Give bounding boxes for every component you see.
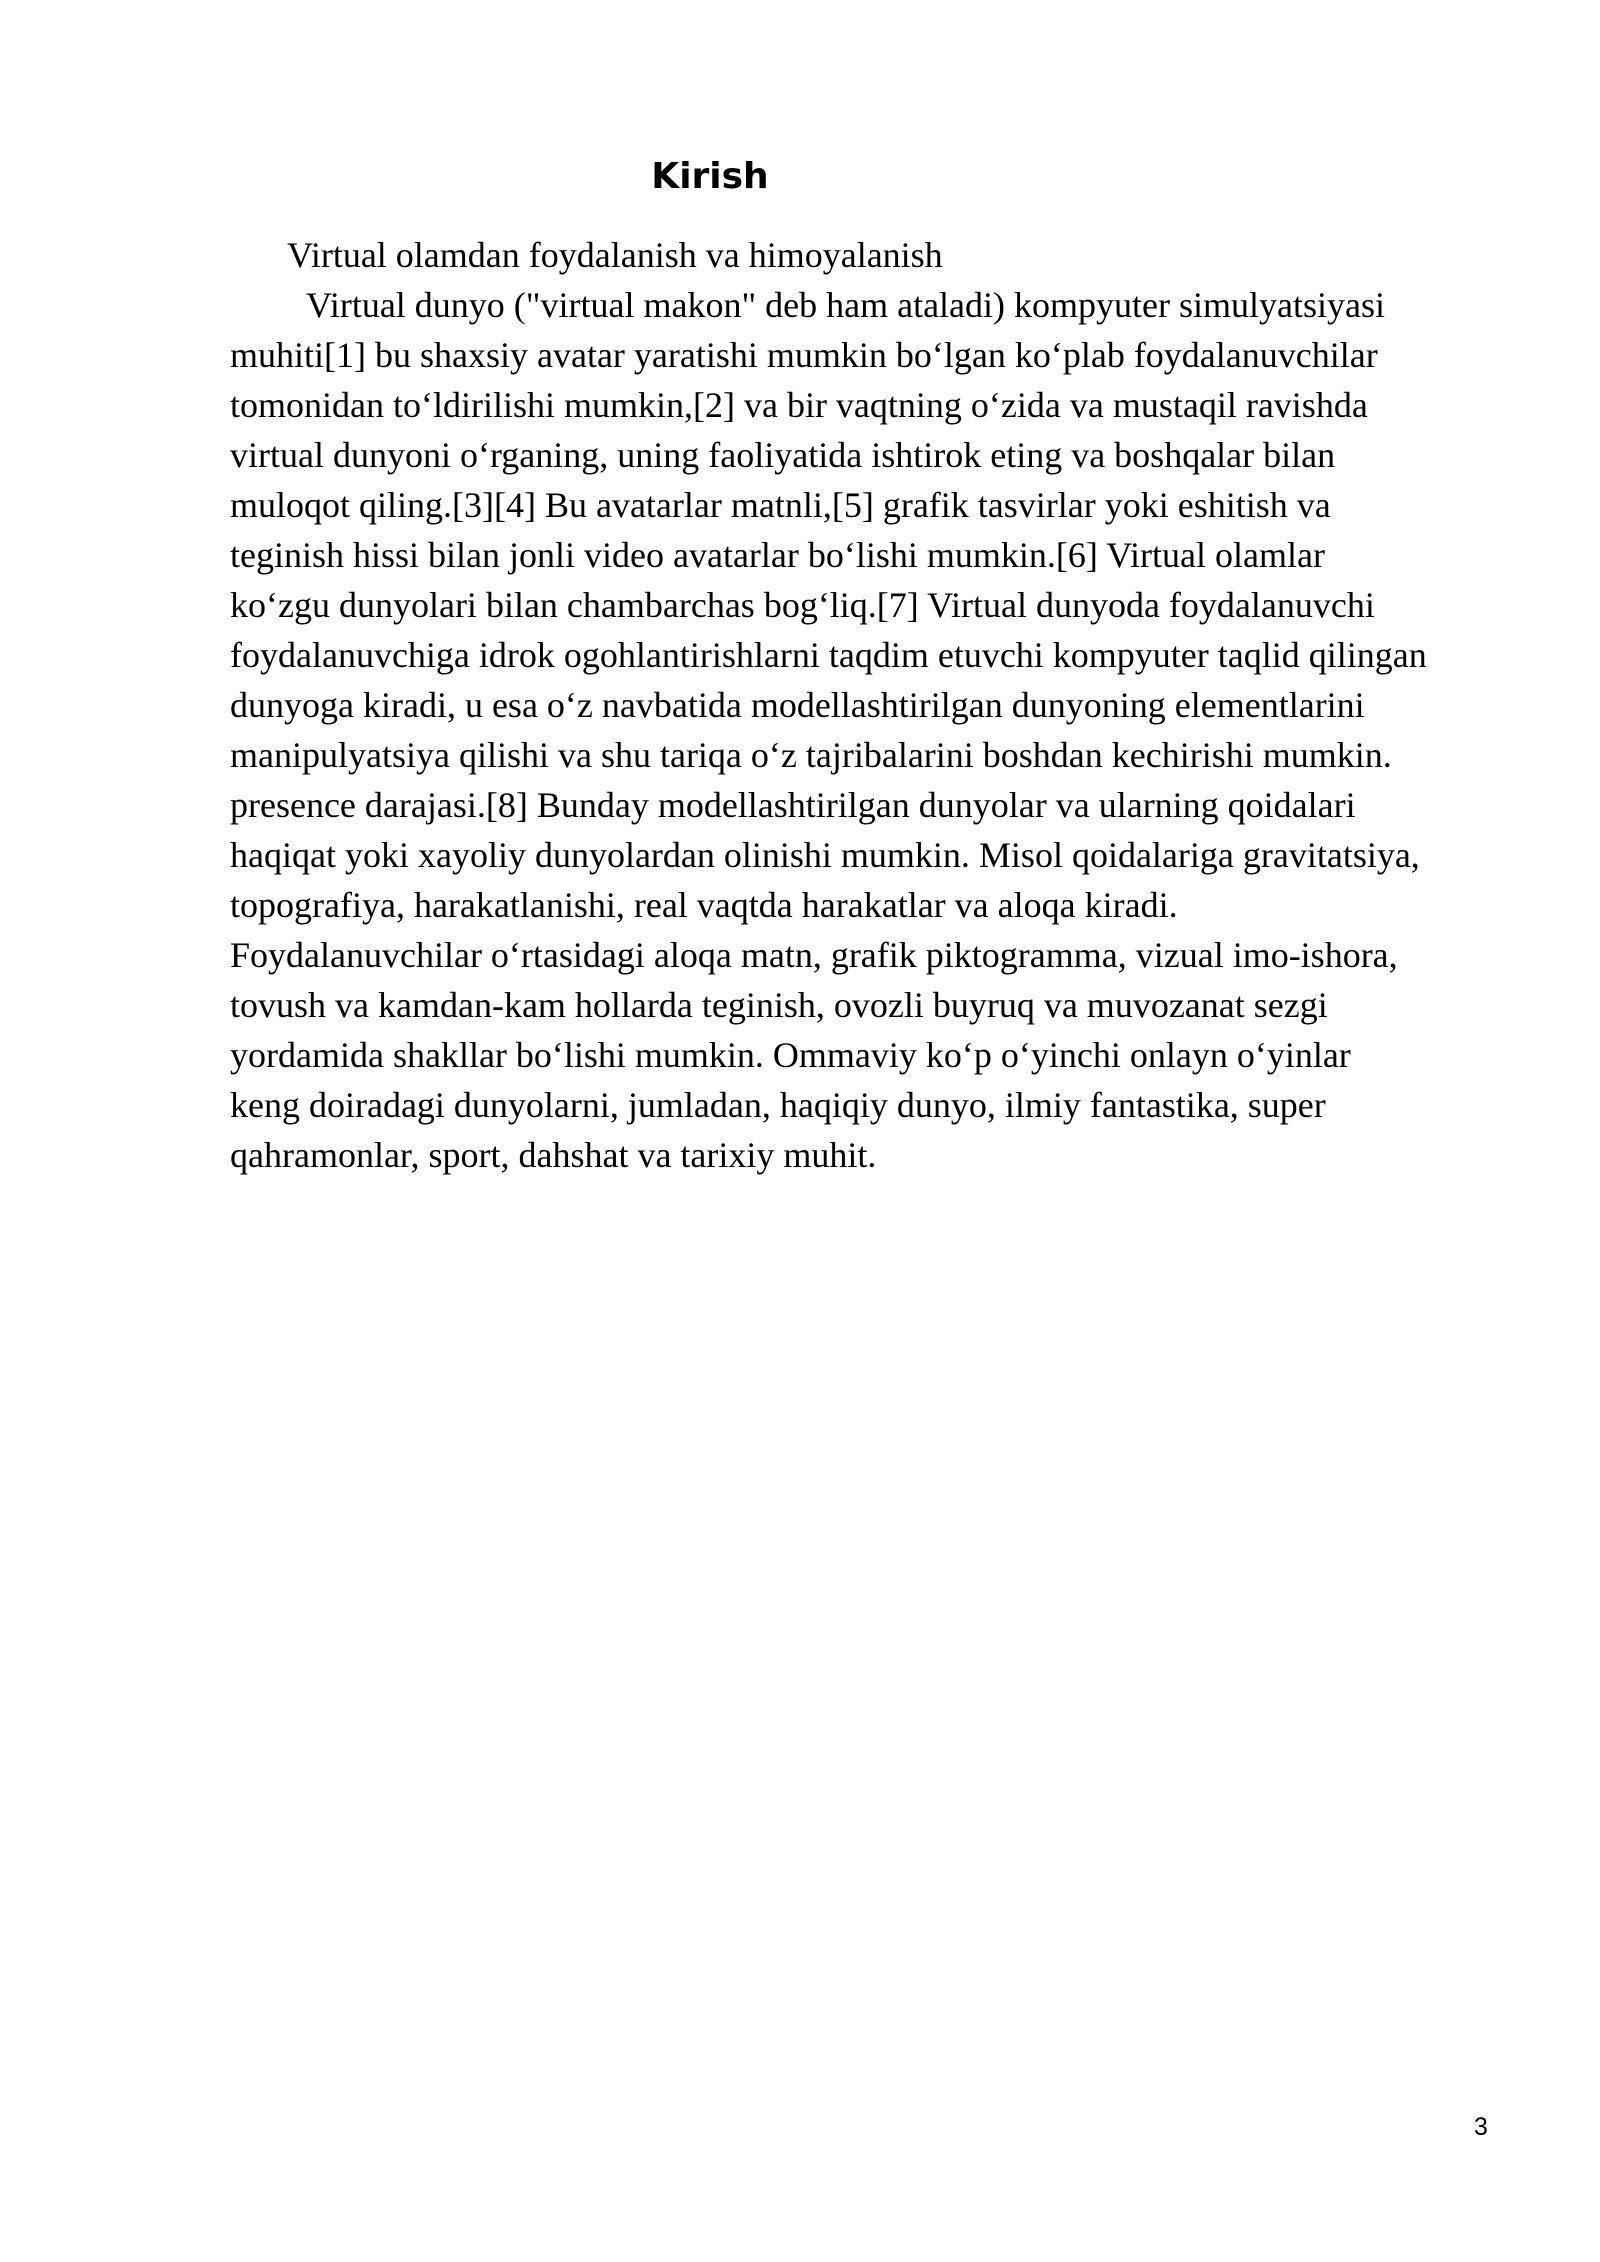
paragraph-line: foydalanuvchiga idrok ogohlantirishlarni taqdim etuvchi kompyuter taqlid qilingan: [230, 635, 1427, 675]
paragraph-line: Foydalanuvchilar oʻrtasidagi aloqa matn, grafik piktogramma, vizual imo-ishora,: [230, 935, 1398, 975]
paragraph-line: muloqot qiling.[3][4] Bu avatarlar matnli,[5] grafik tasvirlar yoki eshitish va: [230, 485, 1331, 525]
paragraph-line: Virtual dunyo ("virtual makon" deb ham ataladi) kompyuter simulyatsiyasi: [306, 285, 1385, 325]
paragraph-line: koʻzgu dunyolari bilan chambarchas bogʻliq.[7] Virtual dunyoda foydalanuvchi: [230, 585, 1375, 625]
paragraph-line: teginish hissi bilan jonli video avatarlar boʻlishi mumkin.[6] Virtual olamlar: [230, 535, 1325, 575]
paragraph-line: tovush va kamdan-kam hollarda teginish, ovozli buyruq va muvozanat sezgi: [230, 985, 1328, 1025]
paragraph-line: qahramonlar, sport, dahshat va tarixiy muhit.: [230, 1135, 877, 1175]
paragraph-line: haqiqat yoki xayoliy dunyolardan olinishi mumkin. Misol qoidalariga gravitatsiya,: [230, 835, 1420, 875]
page-number: 3: [1474, 2113, 1488, 2141]
paragraph-line: presence darajasi.[8] Bunday modellashtirilgan dunyolar va ularning qoidalari: [230, 785, 1356, 825]
paragraph-line: muhiti[1] bu shaxsiy avatar yaratishi mumkin boʻlgan koʻplab foydalanuvchilar: [230, 335, 1378, 375]
paragraph-line: keng doiradagi dunyolarni, jumladan, haqiqiy dunyo, ilmiy fantastika, super: [230, 1085, 1326, 1125]
paragraph-line: dunyoga kiradi, u esa oʻz navbatida modellashtirilgan dunyoning elementlarini: [230, 685, 1365, 725]
body-paragraph: [230, 280, 1530, 1180]
paragraph-line: topografiya, harakatlanishi, real vaqtda harakatlar va aloqa kiradi.: [230, 885, 1178, 925]
paragraph-line: virtual dunyoni oʻrganing, uning faoliyatida ishtirok eting va boshqalar bilan: [230, 435, 1336, 475]
section-subtitle: Virtual olamdan foydalanish va himoyalanish: [287, 235, 943, 275]
paragraph-line: yordamida shakllar boʻlishi mumkin. Ommaviy koʻp oʻyinchi onlayn oʻyinlar: [230, 1035, 1351, 1075]
paragraph-line: tomonidan toʻldirilishi mumkin,[2] va bir vaqtning oʻzida va mustaqil ravishda: [230, 385, 1368, 425]
page-heading: Kirish: [651, 156, 769, 197]
paragraph-line: manipulyatsiya qilishi va shu tariqa oʻz tajribalarini boshdan kechirishi mumkin.: [230, 735, 1392, 775]
